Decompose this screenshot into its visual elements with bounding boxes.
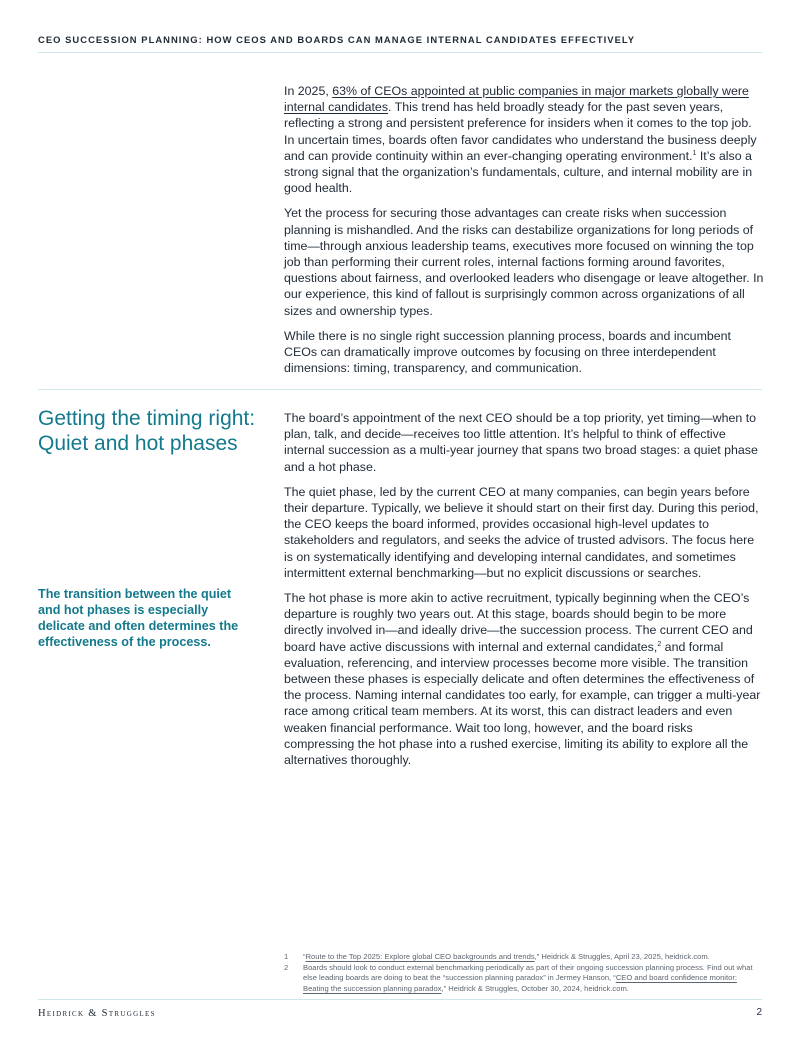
confidence-monitor-link[interactable]: CEO and board confidence monitor: Beating the succession planning paradox [303, 973, 737, 993]
heidrick-struggles-logo: Heidrick & Struggles [38, 1008, 156, 1019]
footnote-2 [284, 963, 762, 995]
internal-candidates-link[interactable]: 63% of CEOs appointed at public companies in major markets globally were internal candidates [284, 84, 749, 115]
section-title [38, 406, 274, 456]
footnote-number: 1 [284, 952, 289, 961]
timing-paragraph-1: The board’s appointment of the next CEO should be a top priority, yet timing—when to plan, talk, and decide—receives too little attention. It’s helpful to think of effective internal succession as a multi-year journey that spans two broad stages: a quiet phase and a hot phase. [284, 411, 758, 474]
footnote-1 [284, 952, 762, 963]
timing-paragraph-2: The quiet phase, led by the current CEO at many companies, can begin years before their departure. Typically, we believe it should start on their first day. During this period, the CEO keeps the board informed, provides occasional high-level updates to stakeholders and regulators, and seeks the advice of trusted advisors. The focus here is on systematically identifying and developing internal candidates, and sometimes intermittent external benchmarking—but no explicit discussions or searches. [284, 484, 759, 580]
intro-p1-end: It’s also a strong signal that the organization’s fundamentals, culture, and internal mobility are in good health. [284, 148, 753, 196]
section-title-line-2: Quiet and hot phases [38, 432, 238, 455]
route-to-the-top-link[interactable]: Route to the Top 2025: Explore global CEO backgrounds and trends [305, 952, 535, 961]
footnote-post: ,” Heidrick & Struggles, April 23, 2025, heidrick.com. [534, 952, 710, 961]
section-divider [38, 389, 762, 390]
pull-quote: The transition between the quiet and hot phases is especially delicate and often determines the effectiveness of the process. [38, 587, 239, 649]
timing-p3-end: and formal evaluation, referencing, and interview processes become more visible. The transition between these phases is especially delicate and often determines the effectiveness of the process. Naming internal candidates too early, for example, can trigger a multi-year race among critical team members. At its worst, this can distract leaders and even weaken financial performance. Wait too long, however, and the board risks compressing the hot phase into a rushed exercise, limiting its ability to explore all the alternatives thoroughly. [284, 639, 761, 768]
footer-divider [38, 999, 762, 1000]
footnote-text [303, 963, 762, 995]
footnote-ref-2[interactable]: 2 [657, 640, 662, 648]
timing-paragraph-3 [284, 590, 764, 768]
footnote-text [303, 952, 762, 963]
intro-paragraph-1 [284, 83, 764, 196]
header-divider [38, 52, 762, 53]
running-header: CEO SUCCESSION PLANNING: HOW CEOS AND BOARDS CAN MANAGE INTERNAL CANDIDATES EFFECTIVELY [38, 34, 636, 45]
footnote-pre: Boards should look to conduct external benchmarking periodically as part of their ongoing succession planning process. Find out what else leading boards are doing to beat the “succession planning paradox” in Jermey Hanson, “ [303, 962, 753, 983]
footnote-ref-1[interactable]: 1 [692, 149, 697, 157]
section-title-line-1: Getting the timing right: [38, 407, 256, 430]
timing-section-body [284, 410, 764, 777]
footnote-number: 2 [284, 962, 289, 972]
footnote-pre: “ [303, 952, 306, 961]
intro-paragraph-3: While there is no single right succession planning process, boards and incumbent CEOs can dramatically improve outcomes by focusing on three interdependent dimensions: timing, transparency, and communication. [284, 328, 732, 376]
page-number: 2 [756, 1007, 762, 1018]
intro-p1-start: In 2025, [284, 84, 333, 98]
footnote-post: ,” Heidrick & Struggles, October 30, 2024, heidrick.com. [441, 983, 629, 993]
intro-section [284, 83, 764, 385]
intro-p1-mid: . This trend has held broadly steady for the past seven years, reflecting a strong and persistent preference for insiders when it comes to the top job. In uncertain times, boards often favor candidates who understand the business deeply and can provide continuity within an ever-changing operating environment. [284, 100, 757, 163]
intro-paragraph-2: Yet the process for securing those advantages can create risks when succession planning is mishandled. And the risks can destabilize organizations for long periods of time—through anxious leadership teams, executives more focused on winning the top job than performing their current roles, internal factions forming around favorites, questions about fairness, and overlooked leaders who disengage or leave altogether. In our experience, this kind of fallout is surprisingly common across organizations of all sizes and ownership types. [284, 206, 764, 318]
footnotes [284, 952, 762, 994]
timing-p3-start: The hot phase is more akin to active recruitment, typically beginning when the CEO’s departure is roughly two years out. At this stage, boards should begin to be more directly involved in—and ideally drive—the succession process. The current CEO and board have active discussions with internal and external candidates, [284, 591, 753, 654]
